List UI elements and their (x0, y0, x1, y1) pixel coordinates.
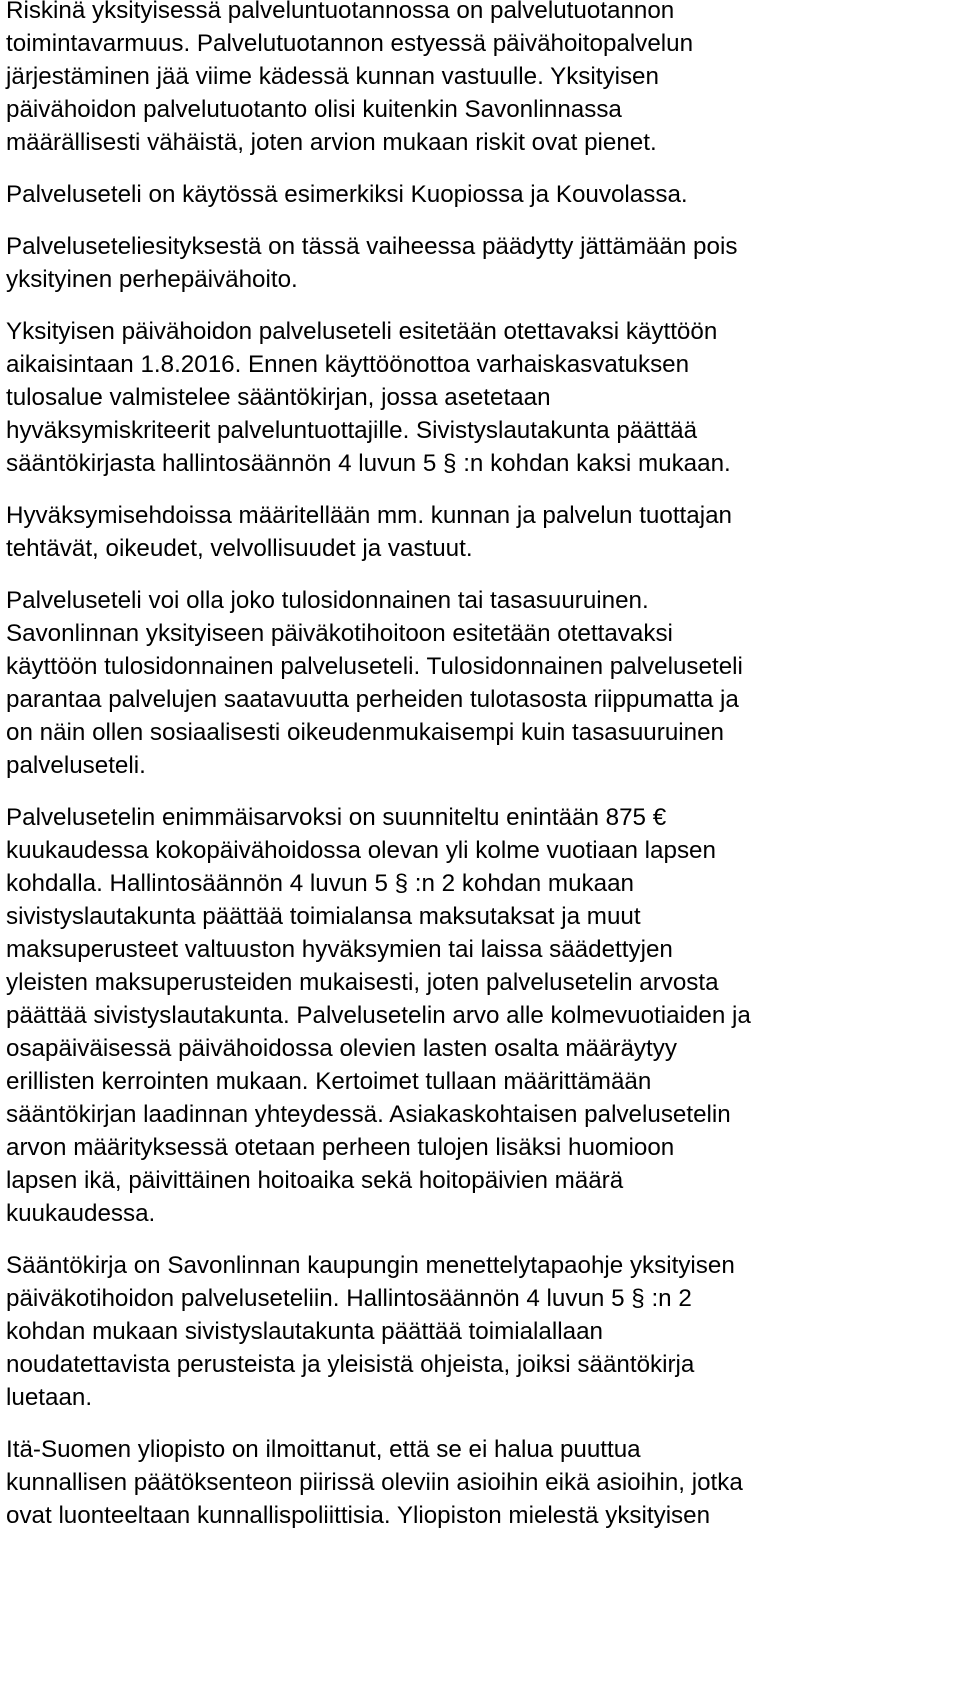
text-line: aikaisintaan 1.8.2016. Ennen käyttöönottoa varhaiskasvatuksen (6, 351, 690, 378)
paragraph-spacer (0, 782, 960, 801)
text-line: sivistyslautakunta päättää toimialansa maksutaksat ja muut (6, 903, 641, 930)
text-line: hyväksymiskriteerit palveluntuottajille. Sivistyslautakunta päättää (6, 417, 698, 444)
paragraph (0, 1433, 960, 1532)
text-line: parantaa palvelujen saatavuutta perheiden tulotasosta riippumatta ja (6, 686, 739, 713)
text-line: Sääntökirja on Savonlinnan kaupungin menettelytapaohje yksityisen (6, 1252, 735, 1279)
text-line: ovat luonteeltaan kunnallispoliittisia. Yliopiston mielestä yksityisen (6, 1502, 711, 1529)
text-line: Riskinä yksityisessä palveluntuotannossa on palvelutuotannon (6, 0, 675, 24)
paragraph (0, 230, 960, 296)
text-line: lapsen ikä, päivittäinen hoitoaika sekä hoitopäivien määrä (6, 1167, 624, 1194)
text-line: Palvelusetelin enimmäisarvoksi on suunniteltu enintään 875 € (6, 804, 667, 831)
text-line: yleisten maksuperusteiden mukaisesti, joten palvelusetelin arvosta (6, 969, 719, 996)
text-line: palveluseteli. (6, 752, 146, 779)
text-line: Palveluseteli on käytössä esimerkiksi Kuopiossa ja Kouvolassa. (6, 181, 688, 208)
paragraph-spacer (0, 565, 960, 584)
text-line: sääntökirjasta hallintosäännön 4 luvun 5 § :n kohdan kaksi mukaan. (6, 450, 731, 477)
text-line: tulosalue valmistelee sääntökirjan, jossa asetetaan (6, 384, 551, 411)
text-line: kohdan mukaan sivistyslautakunta päättää toimialallaan (6, 1318, 603, 1345)
text-line: Palveluseteliesityksestä on tässä vaiheessa päädytty jättämään pois (6, 233, 738, 260)
paragraph (0, 315, 960, 480)
text-line: järjestäminen jää viime kädessä kunnan vastuulle. Yksityisen (6, 63, 659, 90)
text-line: toimintavarmuus. Palvelutuotannon estyessä päivähoitopalvelun (6, 30, 694, 57)
paragraph (0, 0, 960, 159)
text-line: kuukaudessa kokopäivähoidossa olevan yli kolme vuotiaan lapsen (6, 837, 716, 864)
paragraph-spacer (0, 1230, 960, 1249)
paragraph-spacer (0, 480, 960, 499)
text-line: kohdalla. Hallintosäännön 4 luvun 5 § :n 2 kohdan mukaan (6, 870, 634, 897)
paragraph (0, 801, 960, 1230)
paragraph (0, 178, 960, 211)
text-line: arvon määrityksessä otetaan perheen tulojen lisäksi huomioon (6, 1134, 675, 1161)
text-line: erillisten kerrointen mukaan. Kertoimet tullaan määrittämään (6, 1068, 652, 1095)
paragraph-spacer (0, 211, 960, 230)
text-line: Itä-Suomen yliopisto on ilmoittanut, että se ei halua puuttua (6, 1436, 641, 1463)
paragraph-spacer (0, 296, 960, 315)
text-line: kuukaudessa. (6, 1200, 156, 1227)
text-line: päättää sivistyslautakunta. Palvelusetelin arvo alle kolmevuotiaiden ja (6, 1002, 751, 1029)
text-line: on näin ollen sosiaalisesti oikeudenmukaisempi kuin tasasuuruinen (6, 719, 724, 746)
paragraph (0, 1249, 960, 1414)
text-line: sääntökirjan laadinnan yhteydessä. Asiakaskohtaisen palvelusetelin (6, 1101, 731, 1128)
text-line: käyttöön tulosidonnainen palveluseteli. Tulosidonnainen palveluseteli (6, 653, 743, 680)
paragraph-spacer (0, 1414, 960, 1433)
paragraph (0, 499, 960, 565)
text-line: yksityinen perhepäivähoito. (6, 266, 298, 293)
text-line: Savonlinnan yksityiseen päiväkotihoitoon esitetään otettavaksi (6, 620, 673, 647)
text-line: Palveluseteli voi olla joko tulosidonnainen tai tasasuuruinen. (6, 587, 649, 614)
text-line: päivähoidon palvelutuotanto olisi kuitenkin Savonlinnassa (6, 96, 622, 123)
text-line: päiväkotihoidon palveluseteliin. Hallintosäännön 4 luvun 5 § :n 2 (6, 1285, 692, 1312)
text-line: maksuperusteet valtuuston hyväksymien tai laissa säädettyjen (6, 936, 673, 963)
text-line: noudatettavista perusteista ja yleisistä ohjeista, joiksi sääntökirja (6, 1351, 695, 1378)
text-line: osapäiväisessä päivähoidossa olevien lasten osalta määräytyy (6, 1035, 677, 1062)
text-line: kunnallisen päätöksenteon piirissä oleviin asioihin eikä asioihin, jotka (6, 1469, 743, 1496)
text-line: Hyväksymisehdoissa määritellään mm. kunnan ja palvelun tuottajan (6, 502, 732, 529)
text-line: luetaan. (6, 1384, 93, 1411)
paragraph (0, 584, 960, 782)
text-line: tehtävät, oikeudet, velvollisuudet ja vastuut. (6, 535, 473, 562)
paragraph-spacer (0, 159, 960, 178)
text-line: määrällisesti vähäistä, joten arvion mukaan riskit ovat pienet. (6, 129, 657, 156)
text-line: Yksityisen päivähoidon palveluseteli esitetään otettavaksi käyttöön (6, 318, 718, 345)
